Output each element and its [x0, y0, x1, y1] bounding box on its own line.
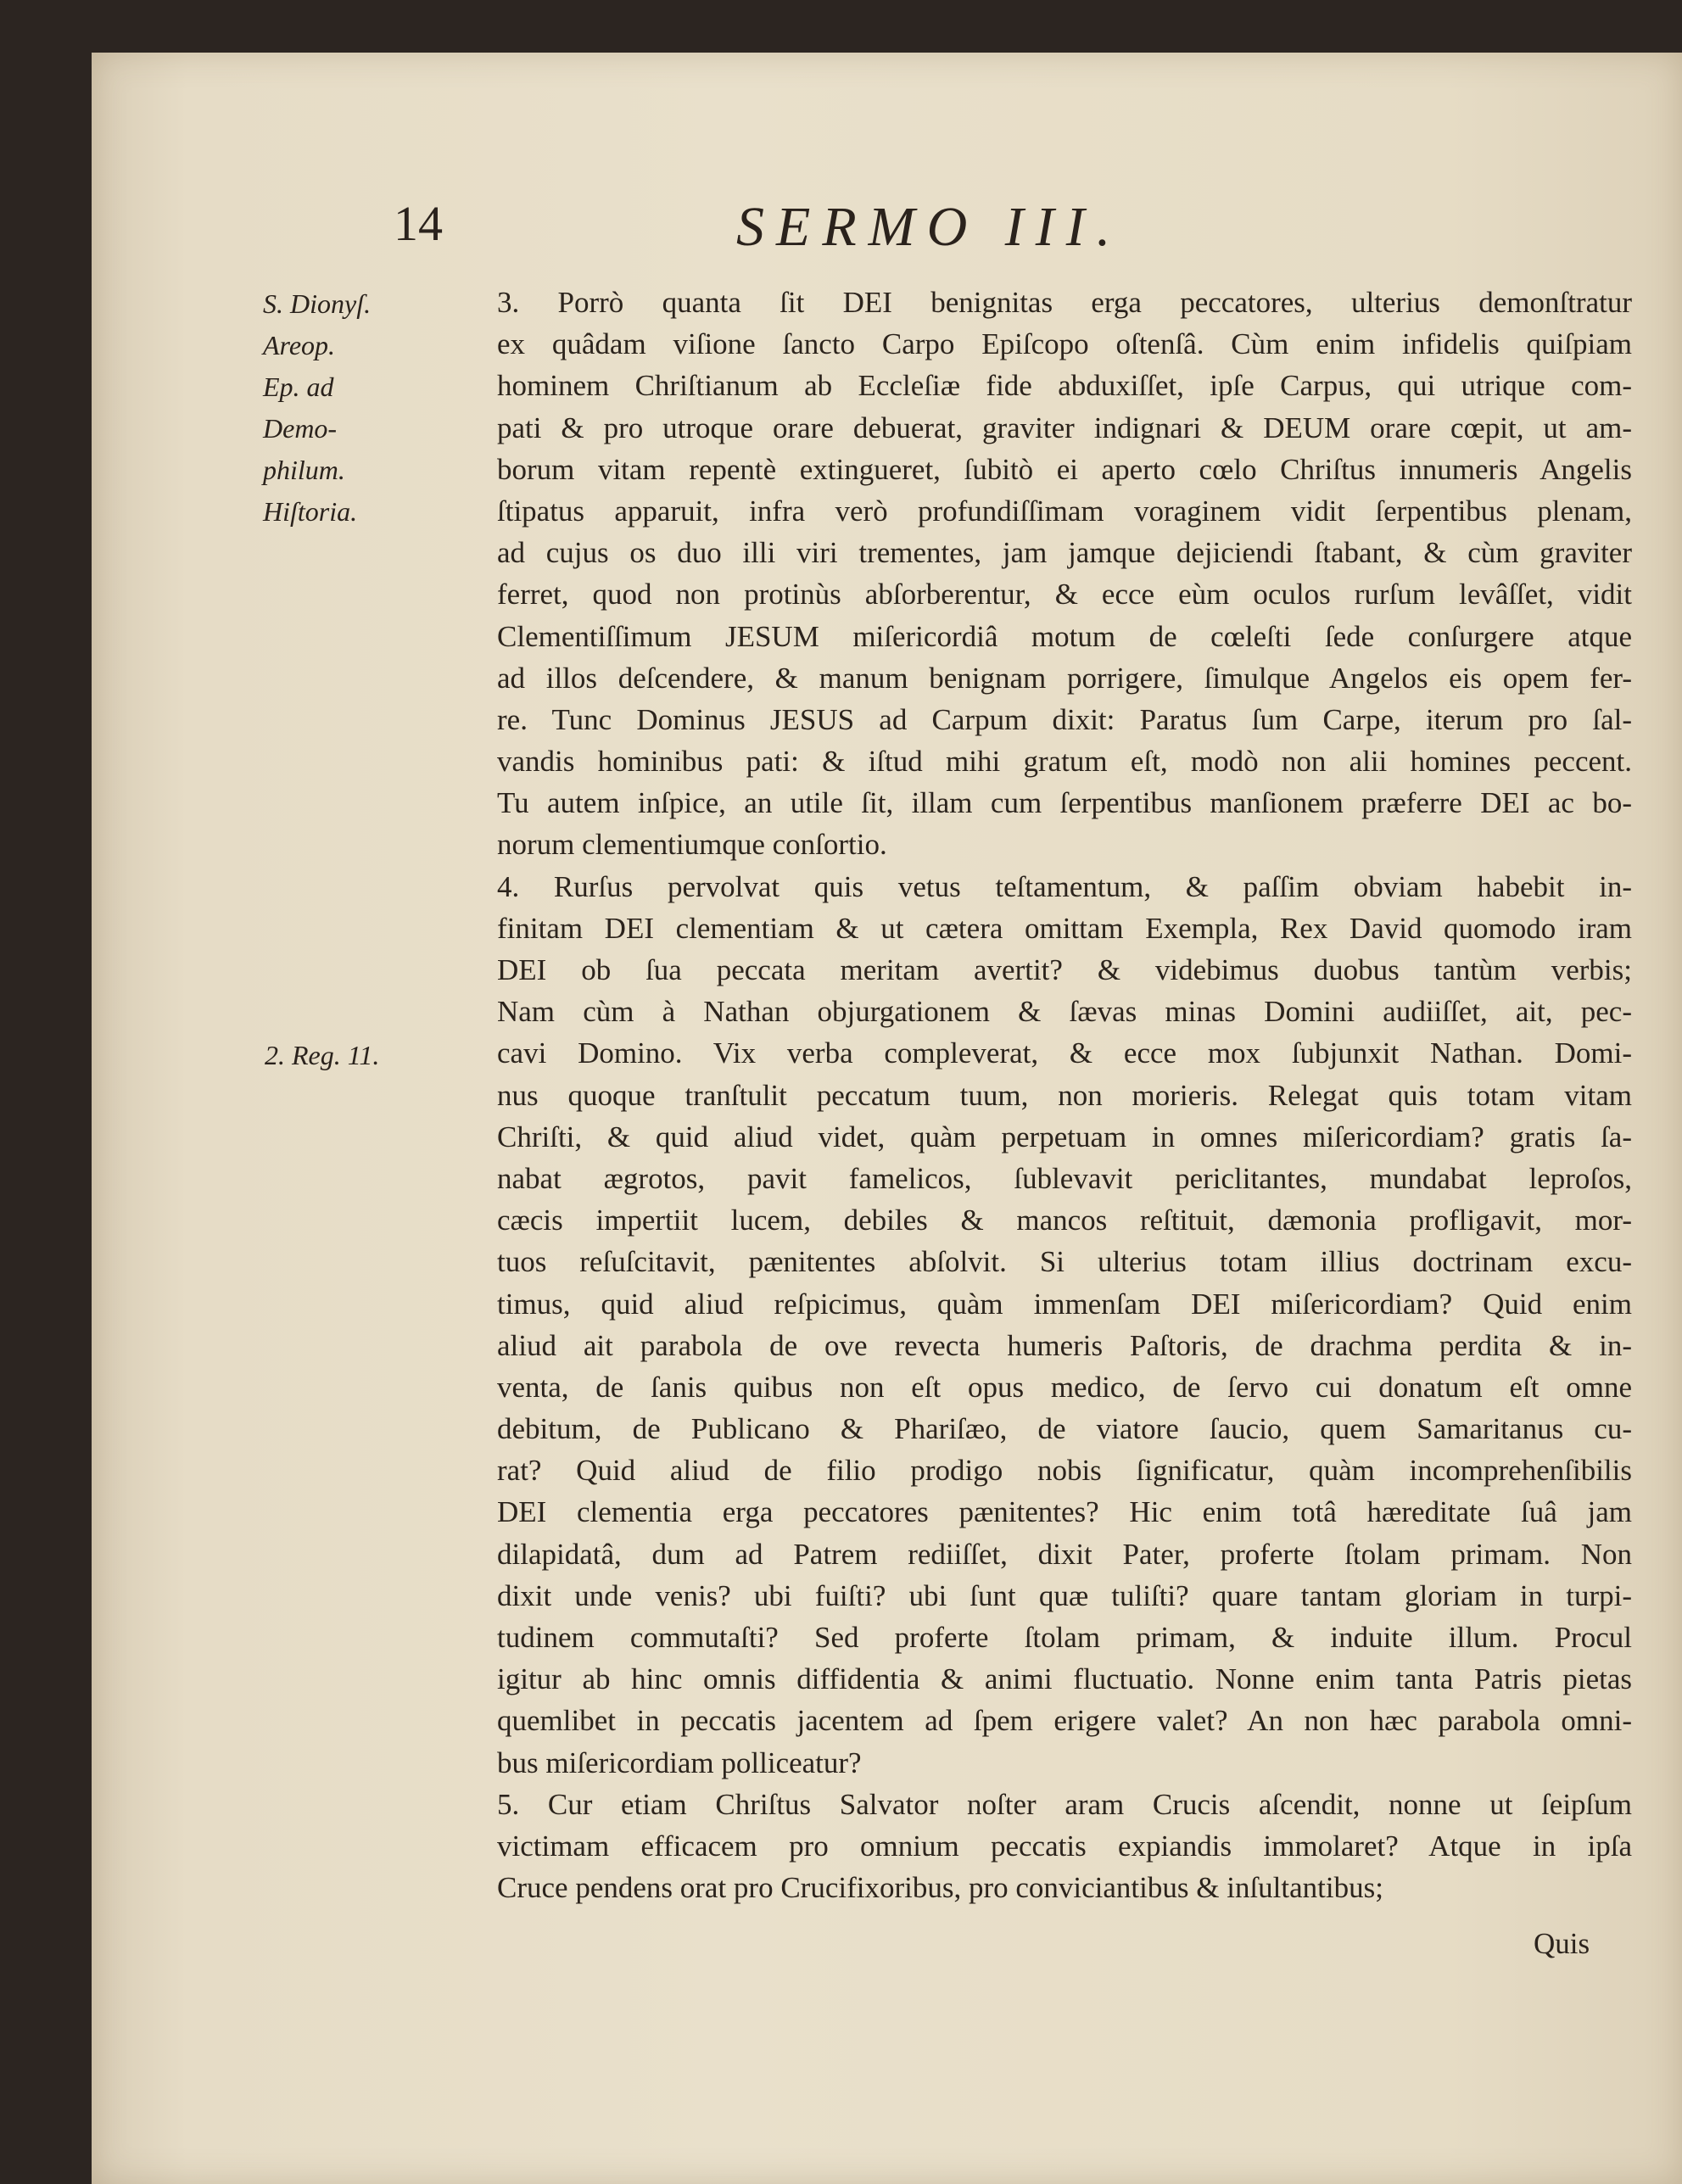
- text-line: vandis hominibus pati: & iſtud mihi gratum eſt, modò non alii homines peccent.: [497, 745, 1632, 779]
- text-line: norum clementiumque conſortio.: [497, 828, 887, 862]
- text-line: quemlibet in peccatis jacentem ad ſpem erigere valet? An non hæc parabola omni-: [497, 1704, 1632, 1738]
- margin-note-line: philum.: [263, 455, 345, 485]
- text-line: timus, quid aliud reſpicimus, quàm immenſam DEI miſericordiam? Quid enim: [497, 1287, 1632, 1321]
- text-line: victimam efficacem pro omnium peccatis expiandis immolaret? Atque in ipſa: [497, 1829, 1632, 1863]
- text-line: aliud ait parabola de ove revecta humeris Paſtoris, de drachma perdita & in-: [497, 1328, 1632, 1362]
- running-title: SERMO III.: [736, 196, 1123, 258]
- text-line: dilapidatâ, dum ad Patrem rediiſſet, dixit Pater, proferte ſtolam primam. Non: [497, 1537, 1632, 1571]
- margin-note-line: S. Dionyſ.: [263, 288, 372, 319]
- page-header: [92, 195, 1682, 258]
- text-line: hominem Chriſtianum ab Eccleſiæ fide abduxiſſet, ipſe Carpus, qui utrique com-: [497, 369, 1632, 403]
- text-line: re. Tunc Dominus JESUS ad Carpum dixit: Paratus ſum Carpe, iterum pro ſal-: [497, 702, 1632, 736]
- text-line: DEI clementia erga peccatores pænitentes? Hic enim totâ hæreditate ſuâ jam: [497, 1495, 1632, 1529]
- text-line: nabat ægrotos, pavit famelicos, ſublevavit periclitantes, mundabat leproſos,: [497, 1161, 1632, 1195]
- text-line: finitam DEI clementiam & ut cætera omittam Exempla, Rex David quomodo iram: [497, 911, 1632, 945]
- text-line: venta, de ſanis quibus non eſt opus medico, de ſervo cui donatum eſt omne: [497, 1370, 1632, 1404]
- text-line: nus quoque tranſtulit peccatum tuum, non morieris. Relegat quis totam vitam: [497, 1078, 1632, 1112]
- margin-note-line: Ep. ad: [263, 371, 334, 402]
- margin-note-line: Areop.: [263, 330, 336, 360]
- margin-note-source: [92, 283, 397, 533]
- text-line: Cruce pendens orat pro Crucifixoribus, pro conviciantibus & inſultantibus;: [497, 1871, 1383, 1905]
- text-line: cæcis impertiit lucem, debiles & mancos reſtituit, dæmonia profligavit, mor-: [497, 1204, 1632, 1237]
- text-line: dixit unde venis? ubi fuiſti? ubi ſunt quæ tuliſti? quare tantam gloriam in turpi-: [497, 1578, 1632, 1612]
- text-line: bus miſericordiam polliceatur?: [497, 1746, 862, 1779]
- text-line: debitum, de Publicano & Phariſæo, de viatore ſaucio, quem Samaritanus cu-: [497, 1412, 1632, 1446]
- text-line: Tu autem inſpice, an utile ſit, illam cum ſerpentibus manſionem præferre DEI ac bo-: [497, 786, 1632, 820]
- text-line: Nam cùm à Nathan objurgationem & ſævas minas Domini audiiſſet, ait, pec-: [497, 995, 1632, 1029]
- catchword: Quis: [1534, 1927, 1590, 1960]
- text-line: Clementiſſimum JESUM miſericordiâ motum de cœleſti ſede conſurgere atque: [497, 619, 1632, 653]
- text-line: ferret, quod non protinùs abſorberentur, & ecce eùm oculos rurſum levâſſet, vidit: [497, 578, 1632, 612]
- text-line: tudinem commutaſti? Sed proferte ſtolam primam, & induite illum. Procul: [497, 1621, 1632, 1654]
- text-line: igitur ab hinc omnis diffidentia & animi fluctuatio. Nonne enim tanta Patris pietas: [497, 1662, 1632, 1696]
- text-line: rat? Quid aliud de filio prodigo nobis ſignificatur, quàm incomprehenſibilis: [497, 1454, 1632, 1488]
- text-line: ſtipatus apparuit, infra verò profundiſſimam voraginem vidit ſerpentibus plenam,: [497, 494, 1632, 528]
- text-line: 5. Cur etiam Chriſtus Salvator noſter aram Crucis aſcendit, nonne ut ſeipſum: [497, 1787, 1632, 1821]
- text-line: 3. Porrò quanta ſit DEI benignitas erga peccatores, ulterius demonſtratur: [497, 286, 1632, 319]
- text-line: ad cujus os duo illi viri trementes, jam jamque dejiciendi ſtabant, & cùm graviter: [497, 536, 1632, 570]
- text-line: 4. Rurſus pervolvat quis vetus teſtamentum, & paſſim obviam habebit in-: [497, 869, 1632, 903]
- text-line: pati & pro utroque orare debuerat, graviter indignari & DEUM orare cœpit, ut am-: [497, 411, 1632, 444]
- book-page: [92, 53, 1682, 2184]
- text-line: borum vitam repentè extingueret, ſubitò ei aperto cœlo Chriſtus innumeris Angelis: [497, 452, 1632, 486]
- text-line: Chriſti, & quid aliud videt, quàm perpetuam in omnes miſericordiam? gratis ſa-: [497, 1120, 1632, 1153]
- body-text: [497, 282, 1632, 1908]
- text-line: DEI ob ſua peccata meritam avertit? & videbimus duobus tantùm verbis;: [497, 953, 1632, 986]
- page-number: 14: [394, 196, 443, 251]
- text-line: tuos reſuſcitavit, pænitentes abſolvit. Si ulterius totam illius doctrinam excu-: [497, 1245, 1632, 1279]
- text-line: cavi Domino. Vix verba compleverat, & ecce mox ſubjunxit Nathan. Domi-: [497, 1036, 1632, 1070]
- margin-note-line: 2. Reg. 11.: [265, 1040, 380, 1070]
- margin-note-reference: [92, 1035, 397, 1076]
- margin-note-line: Demo-: [263, 413, 338, 444]
- margin-note-line: Hiſtoria.: [263, 496, 358, 527]
- text-line: ad illos deſcendere, & manum benignam porrigere, ſimulque Angelos eis opem fer-: [497, 661, 1632, 695]
- text-line: ex quâdam viſione ſancto Carpo Epiſcopo oſtenſâ. Cùm enim infidelis quiſpiam: [497, 327, 1632, 361]
